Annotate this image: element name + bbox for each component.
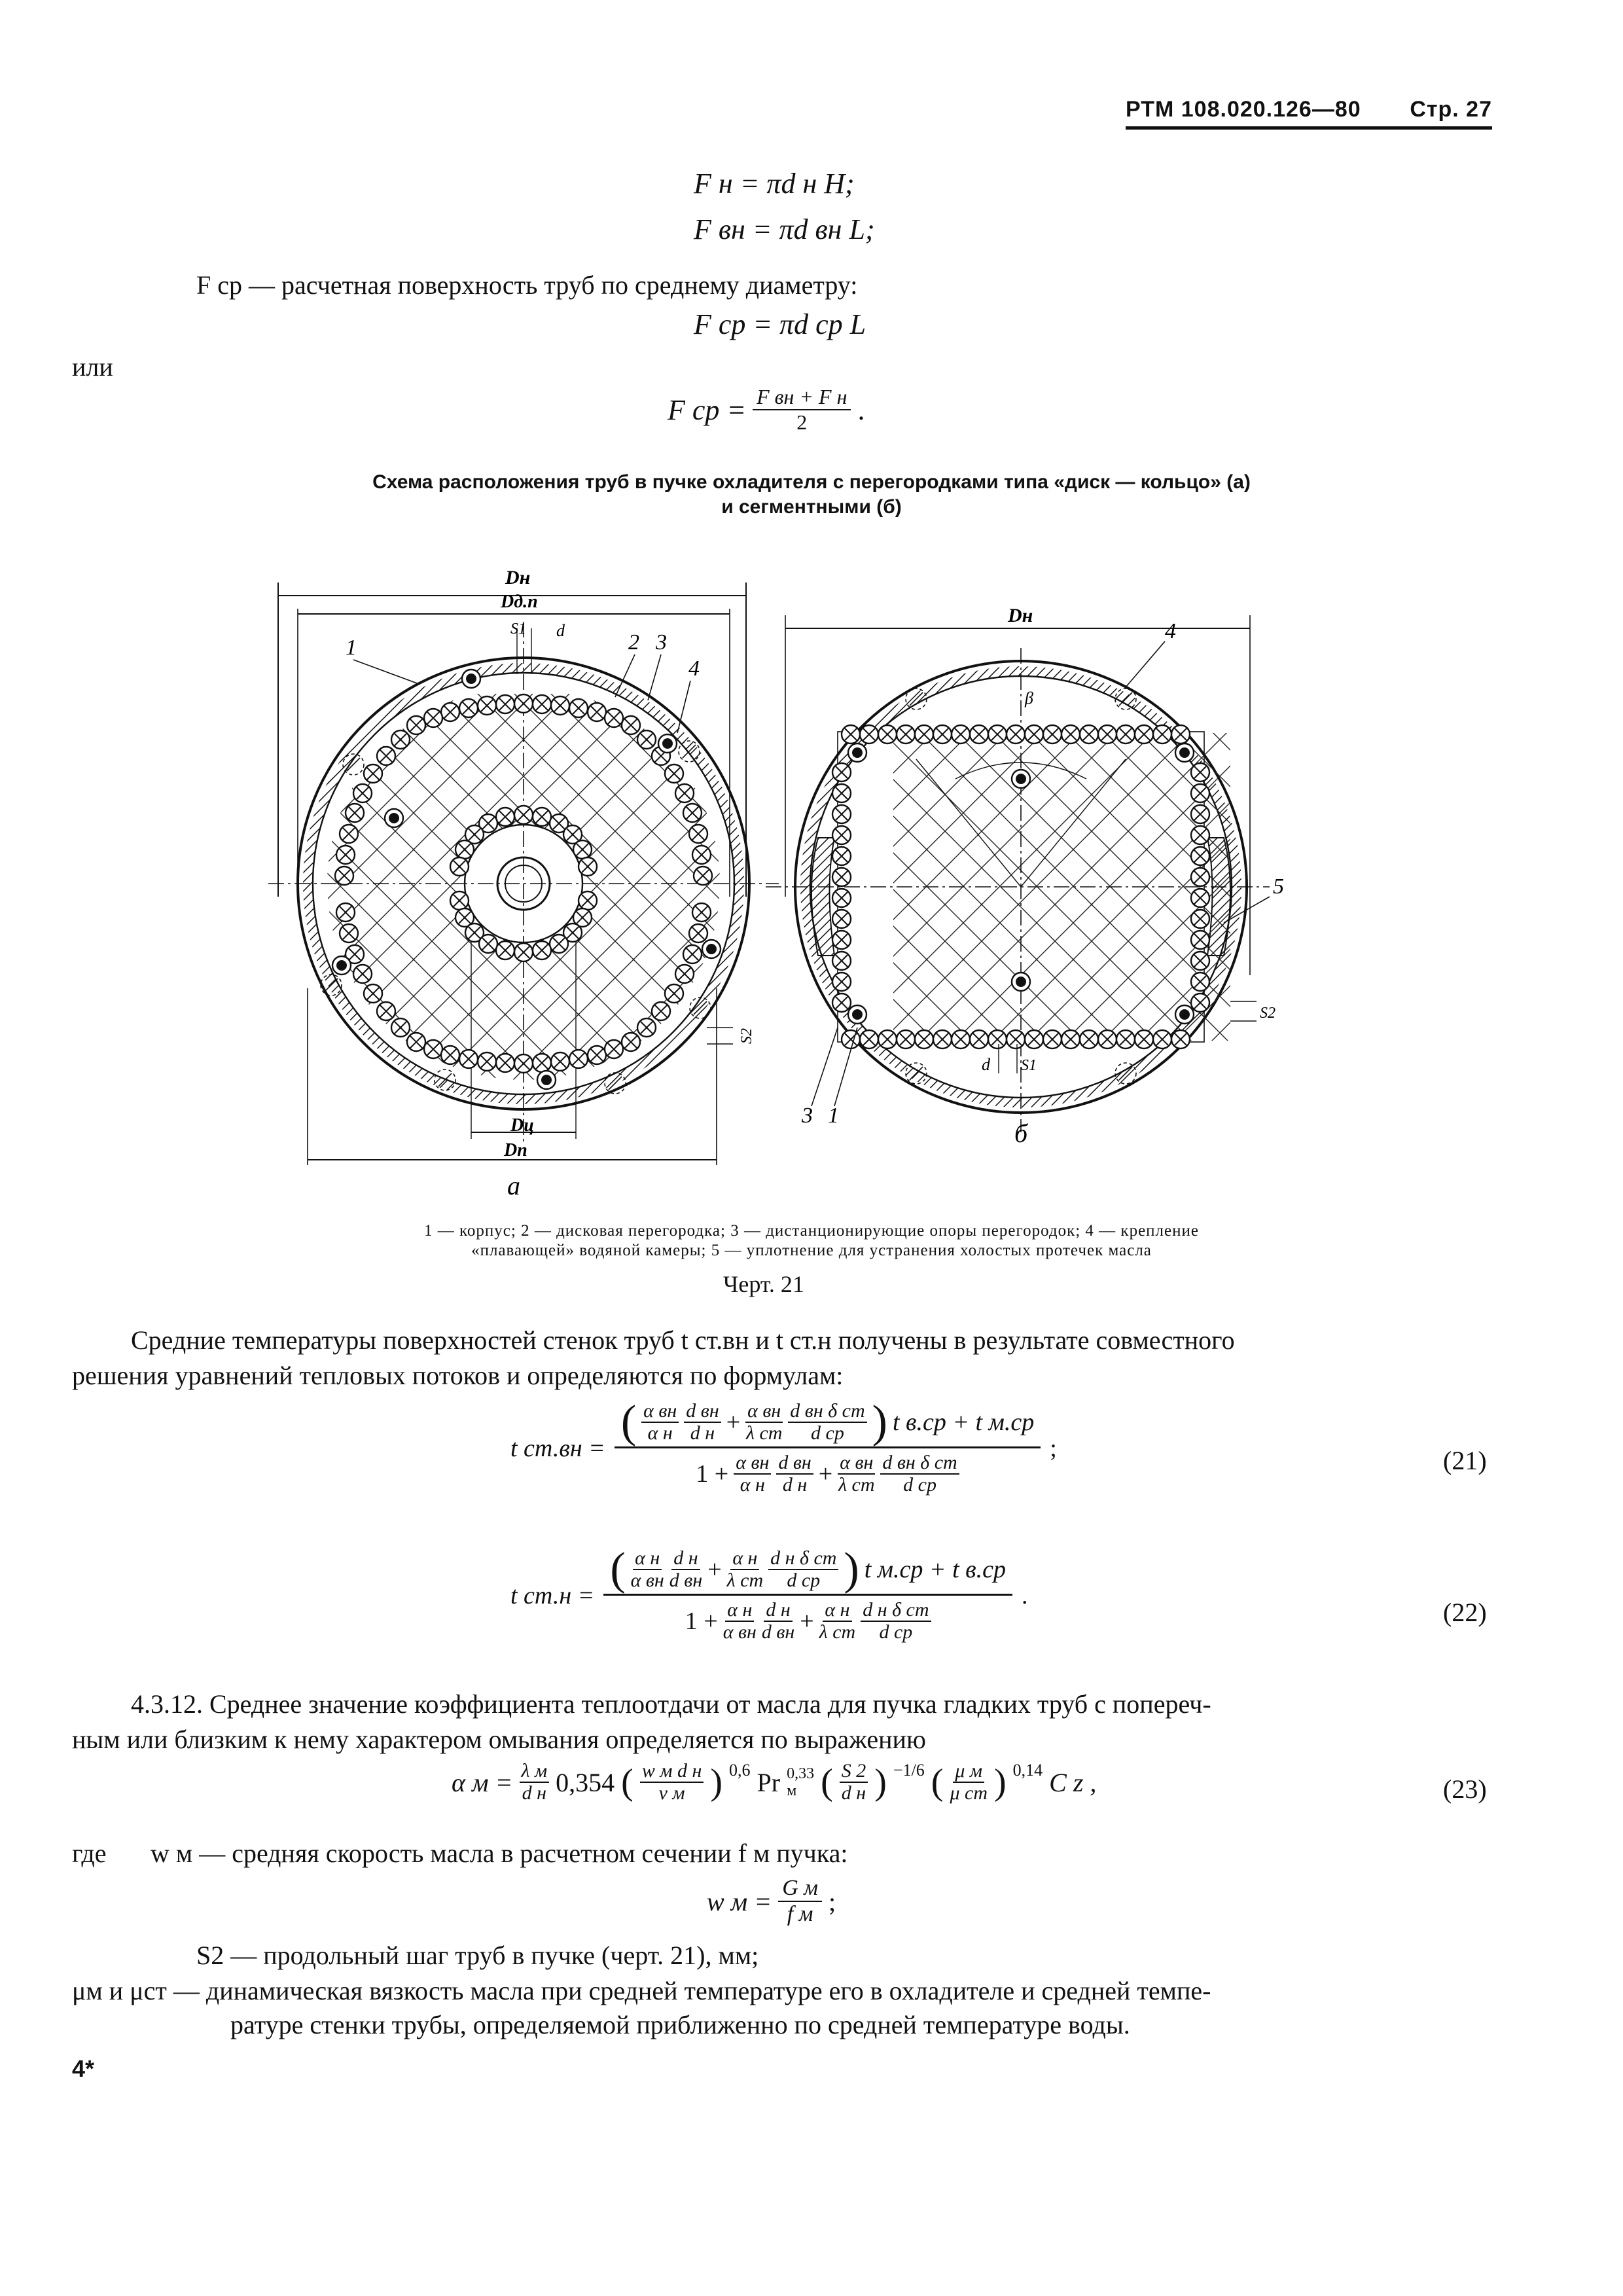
label-2-a: 2 [628,630,639,655]
formula-wm: w м = $\frac{\text{G м}}{\text{f м}}$ ; [707,1876,836,1926]
legend-line2: «плавающей» водяной камеры; 5 — уплотнение для устранения холостых протечек масла [471,1242,1152,1259]
eq22-lhs: t ст.н = [510,1581,595,1609]
mu-definition-line1: μм и μст — динамическая вязкость масла при средней температуре его в охладителе и средней темпе- [72,1976,1211,2005]
para1-line1: Средние температуры поверхностей стенок труб t ст.вн и t ст.н получены в результате совместного [131,1325,1235,1355]
label-1-a: 1 [346,636,357,660]
label-beta: β [1025,689,1033,708]
fsr-definition: F ср — расчетная поверхность труб по среднему диаметру: [196,270,858,300]
equation-22: t ст.н = ( $\frac{\text{α н}}{\text{α вн}}$ $\frac{\text{d н}}{\text{d вн}}$ + $\frac{\text{α н}}{\text{λ ст}}$ $\frac{\text{d н δ ст}}{\text{d ср}}$ ) t м.ср + t в.ср 1 + $\frac{\text{α н}}{\text{α вн}}$ $\frac{\text{d н}}{\text{d вн}}$ + $\frac{\text{α н}}{\text{λ ст}}$ $\frac{\text{d н δ ст}}{\text{d ср}}$ . [510,1544,1028,1643]
cooler-tube-diagram [249,556,1309,1204]
formula-fsr-1: F ср = πd ср L [694,308,866,340]
eq21-lhs: t ст.вн = [510,1434,605,1462]
page-header [1126,97,1492,130]
eq23-cz: C z , [1049,1767,1097,1797]
label-dp: Dп [504,1140,527,1160]
label-view-a: а [507,1171,520,1200]
label-d-a: d [556,621,565,640]
label-4-b: 4 [1165,619,1176,643]
label-3-a: 3 [656,630,667,655]
wm-definition: w м — средняя скорость масла в расчетном сечении f м пучка: [151,1839,848,1868]
para2-line2: ным или близким к нему характером омывания определяется по выражению [72,1725,926,1754]
para2-line1: 4.3.12. Среднее значение коэффициента теплоотдачи от масла для пучка гладких труб с попереч- [131,1689,1211,1719]
formula-fsr-2: F ср = $\frac{\text{F вн + F н}}{2}$ . [668,385,865,434]
document-code: РТМ 108.020.126—80 [1126,97,1361,122]
eq21-number: (21) [1443,1446,1487,1475]
eq23-exp1: 0,6 [729,1761,751,1780]
eq22-num-tail: t м.ср + t в.ср [864,1556,1006,1583]
eq23-exp3: 0,14 [1012,1761,1043,1780]
fsr2-denominator: 2 [796,410,808,434]
eq23-pr-exp: 0,33 [787,1765,815,1782]
formula-fn: F н = πd н H; [694,168,855,200]
eq23-number: (23) [1443,1774,1487,1804]
label-ddn: Dд.п [501,592,538,612]
eq21-num-tail: t в.ср + t м.ср [892,1408,1035,1436]
view-b-segmental [766,605,1284,1148]
fsr2-fraction [753,385,851,435]
legend-line1: 1 — корпус; 2 — дисковая перегородка; 3 — дистанционирующие опоры перегородок; 4 — крепление [424,1222,1199,1240]
label-du: Dц [510,1115,534,1136]
eq23-exp2: −1/6 [893,1761,925,1780]
wm-denominator: f м [787,1902,813,1926]
fsr2-numerator: F вн + F н [753,385,851,410]
label-s2-b: S2 [1260,1005,1275,1022]
figure-title-line2: и сегментными (б) [721,496,902,518]
page-signature: 4* [72,2055,95,2082]
eq22-fraction [603,1544,1012,1643]
where-lead: где [72,1839,107,1868]
s2-definition: S2 — продольный шаг труб в пучке (черт. 21), мм; [196,1941,759,1970]
label-s1-b: S1 [1021,1057,1037,1074]
label-4-a: 4 [688,656,700,681]
equation-21: t ст.вн = ( $\frac{\text{α вн}}{\text{α н}}$ $\frac{\text{d вн}}{\text{d н}}$ + $\frac{\text{α вн}}{\text{λ ст}}$ $\frac{\text{d вн δ ст}}{\text{d ср}}$ ) t в.ср + t м.ср 1 + $\frac{\text{α вн}}{\text{α н}}$ $\frac{\text{d вн}}{\text{d н}}$ + $\frac{\text{α вн}}{\text{λ ст}}$ $\frac{\text{d вн δ ст}}{\text{d ср}}$ ; [510,1397,1057,1496]
eq22-denominator: 1 + $\frac{\text{α н}}{\text{α вн}}$ $\frac{\text{d н}}{\text{d вн}}$ + $\frac{\text{α н}}{\text{λ ст}}$ $\frac{\text{d н δ ст}}{\text{d ср}}$ [679,1596,938,1643]
label-d-b: d [982,1055,990,1074]
label-dn-a: Dн [505,567,531,588]
eq23-pr-sub: м [787,1782,797,1799]
eq21-numerator: ( $\frac{\text{α вн}}{\text{α н}}$ $\frac{\text{d вн}}{\text{d н}}$ + $\frac{\text{α вн}}{\text{λ ст}}$ $\frac{\text{d вн δ ст}}{\text{d ср}}$ ) t в.ср + t м.ср [615,1401,1041,1448]
eq21-fraction [615,1397,1041,1496]
formula-fvn: F вн = πd вн L; [694,213,875,245]
fsr2-lhs: F ср = [668,393,747,426]
label-3-b: 3 [802,1103,813,1128]
para-wall-temp [131,1323,1499,1357]
figure-title [196,470,1427,520]
eq22-number: (22) [1443,1598,1487,1627]
label-dn-b: Dн [1008,605,1033,626]
label-s1-a: S1 [510,620,526,637]
eq21-denominator: 1 + $\frac{\text{α вн}}{\text{α н}}$ $\frac{\text{d вн}}{\text{d н}}$ + $\frac{\text{α вн}}{\text{λ ст}}$ $\frac{\text{d вн δ ст}}{\text{d ср}}$ [689,1448,965,1496]
chart-reference: Черт. 21 [723,1271,804,1297]
eq23-lhs: α м = [452,1767,513,1797]
equation-23: α м = $\frac{\text{λ м}}{\text{d н}}$ 0,354 ( $\frac{\text{w м d н}}{\text{ν м}}$ ) $^{0,6}$ Pr 0,33 м ( $\frac{S 2}{\text{d н}}$ ) $^{-1/6}$ ( $\frac{\text{μ м}}{\text{μ ст}}$ ) $^{0,14}$ C z , [452,1760,1097,1804]
page-number: Стр. 27 [1410,97,1492,122]
eq23-coef: 0,354 [556,1767,615,1797]
label-view-b: б [1014,1119,1028,1148]
eq22-numerator: ( $\frac{\text{α н}}{\text{α вн}}$ $\frac{\text{d н}}{\text{d вн}}$ + $\frac{\text{α н}}{\text{λ ст}}$ $\frac{\text{d н δ ст}}{\text{d ср}}$ ) t м.ср + t в.ср [603,1548,1012,1596]
eq23-pr: Pr [757,1767,781,1797]
eq22-den-lead: 1 + [685,1607,718,1635]
label-1-b: 1 [828,1103,839,1128]
eq21-den-lead: 1 + [696,1460,729,1488]
wm-lhs: w м = [707,1886,772,1916]
wm-numerator: G м [778,1876,822,1902]
view-a-disc-ring [268,567,779,1200]
label-5-b: 5 [1273,874,1284,899]
figure-title-line1: Схема расположения труб в пучке охладителя с перегородками типа «диск — кольцо» (а) [372,471,1251,493]
para1-line2: решения уравнений тепловых потоков и определяются по формулам: [72,1361,844,1390]
or-word: или [72,352,113,382]
figure-legend [223,1221,1400,1261]
mu-definition-line2: ратуре стенки трубы, определяемой приближенно по средней температуре воды. [230,2010,1130,2039]
label-s2-a: S2 [738,1028,755,1044]
